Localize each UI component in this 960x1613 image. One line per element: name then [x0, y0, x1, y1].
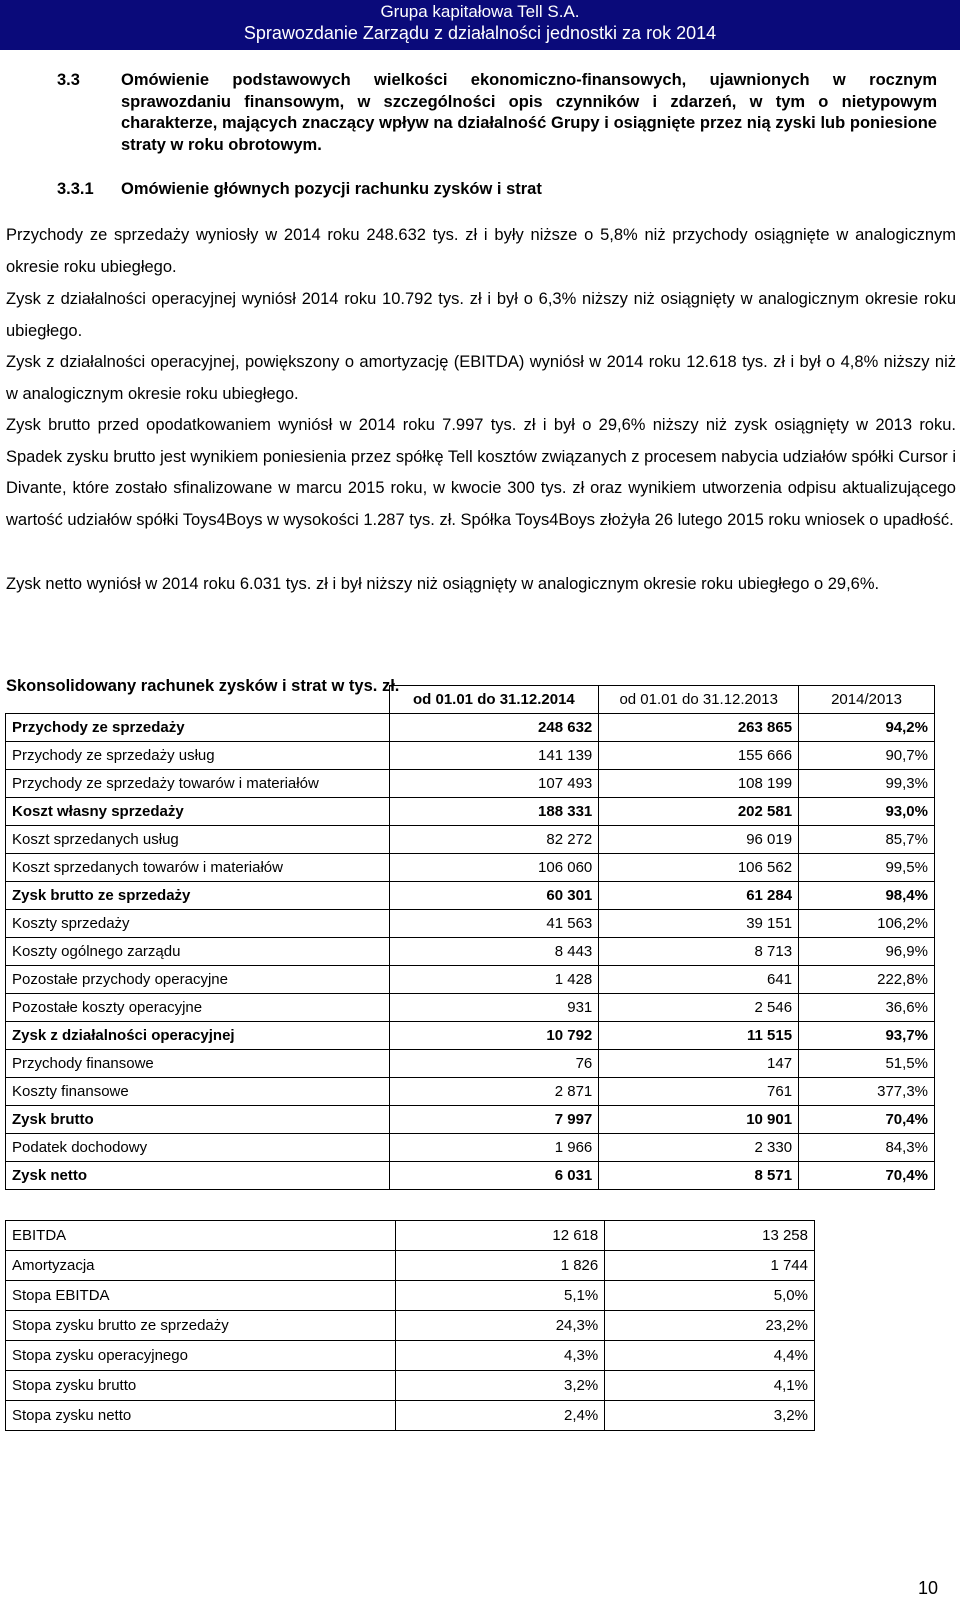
value-2014: 8 443	[389, 938, 599, 966]
value-2014: 10 792	[389, 1022, 599, 1050]
value-2014: 60 301	[389, 882, 599, 910]
value-2014: 141 139	[389, 742, 599, 770]
value-2014: 3,2%	[395, 1371, 605, 1401]
value-2014: 2 871	[389, 1078, 599, 1106]
value-2014: 107 493	[389, 770, 599, 798]
table-row	[6, 1221, 815, 1251]
ratio-value: 85,7%	[799, 826, 935, 854]
value-2014: 106 060	[389, 854, 599, 882]
ratio-value: 93,7%	[799, 1022, 935, 1050]
ratio-value: 96,9%	[799, 938, 935, 966]
value-2013: 1 744	[605, 1251, 815, 1281]
value-2014: 188 331	[389, 798, 599, 826]
row-label: Zysk brutto ze sprzedaży	[6, 882, 390, 910]
value-2013: 202 581	[599, 798, 799, 826]
row-label: Koszt sprzedanych usług	[6, 826, 390, 854]
value-2013: 106 562	[599, 854, 799, 882]
table-row	[6, 966, 935, 994]
paragraph-operating-profit: Zysk z działalności operacyjnej wyniósł 2014 roku 10.792 tys. zł i był o 6,3% niższy niż osiągnięty w analogicznym okresie roku ubiegłego.	[6, 290, 956, 340]
table-row	[6, 798, 935, 826]
value-2013: 10 901	[599, 1106, 799, 1134]
paragraph-ebitda: Zysk z działalności operacyjnej, powiększony o amortyzację (EBITDA) wyniósł w 2014 roku 12.618 tys. zł i był o 4,8% niższy niż w analogicznym okresie roku ubiegłego.	[6, 353, 956, 403]
table-row	[6, 1162, 935, 1190]
row-label: Przychody ze sprzedaży towarów i materiałów	[6, 770, 390, 798]
header-report-title: Sprawozdanie Zarządu z działalności jednostki za rok 2014	[243, 23, 717, 43]
row-label: Przychody ze sprzedaży usług	[6, 742, 390, 770]
page-number: 10	[917, 1578, 938, 1598]
paragraph-net-profit: Zysk netto wyniósł w 2014 roku 6.031 tys. zł i był niższy niż osiągnięty w analogicznym okresie roku ubiegłego o 29,6%.	[6, 575, 880, 593]
ratio-value: 106,2%	[799, 910, 935, 938]
paragraph-revenue: Przychody ze sprzedaży wyniosły w 2014 roku 248.632 tys. zł i były niższe o 5,8% niż przychody osiągnięte w analogicznym okresie roku ubiegłego.	[6, 226, 956, 276]
row-label: Stopa zysku brutto ze sprzedaży	[6, 1311, 396, 1341]
table-row	[6, 1311, 815, 1341]
row-label: Koszty ogólnego zarządu	[6, 938, 390, 966]
ratio-value: 222,8%	[799, 966, 935, 994]
value-2014: 931	[389, 994, 599, 1022]
value-2014: 76	[389, 1050, 599, 1078]
row-label: Pozostałe przychody operacyjne	[6, 966, 390, 994]
row-label: Koszty sprzedaży	[6, 910, 390, 938]
table-row	[6, 938, 935, 966]
subsection-number: 3.3.1	[57, 180, 94, 198]
value-2014: 6 031	[389, 1162, 599, 1190]
value-2013: 3,2%	[605, 1401, 815, 1431]
value-2014: 1 966	[389, 1134, 599, 1162]
row-label: Amortyzacja	[6, 1251, 396, 1281]
value-2013: 263 865	[599, 714, 799, 742]
value-2014: 4,3%	[395, 1341, 605, 1371]
value-2014: 7 997	[389, 1106, 599, 1134]
value-2014: 1 428	[389, 966, 599, 994]
value-2013: 13 258	[605, 1221, 815, 1251]
value-2013: 147	[599, 1050, 799, 1078]
table-row	[6, 1078, 935, 1106]
paragraph-gross-profit: Zysk brutto przed opodatkowaniem wyniósł w 2014 roku 7.997 tys. zł i był o 29,6% niższy niż zysk osiągnięty w 2013 roku. Spadek zysku brutto jest wynikiem poniesienia przez spółkę Tell kosztów związanych z procesem nabycia udziałów spółki Cursor i Divante, które zostało sfinalizowane w marcu 2015 roku, w kwocie 300 tys. zł oraz wynikiem utworzenia odpisu aktualizującego wartość udziałów spółki Toys4Boys w wysokości 1.287 tys. zł. Spółka Toys4Boys złożyła 26 lutego 2015 roku wniosek o upadłość.	[6, 416, 956, 529]
ebitda-table	[5, 1220, 815, 1431]
value-2013: 39 151	[599, 910, 799, 938]
row-label: Zysk z działalności operacyjnej	[6, 1022, 390, 1050]
value-2014: 82 272	[389, 826, 599, 854]
ratio-value: 90,7%	[799, 742, 935, 770]
value-2013: 641	[599, 966, 799, 994]
table-row	[6, 854, 935, 882]
ratio-value: 98,4%	[799, 882, 935, 910]
value-2013: 23,2%	[605, 1311, 815, 1341]
ratio-value: 377,3%	[799, 1078, 935, 1106]
ratio-value: 70,4%	[799, 1106, 935, 1134]
value-2013: 5,0%	[605, 1281, 815, 1311]
ratio-value: 93,0%	[799, 798, 935, 826]
row-label: Koszty finansowe	[6, 1078, 390, 1106]
table-row	[6, 1106, 935, 1134]
income-table-header-row	[6, 686, 935, 714]
income-table-title: Skonsolidowany rachunek zysków i strat w tys. zł.	[6, 677, 400, 695]
value-2013: 4,1%	[605, 1371, 815, 1401]
value-2013: 8 571	[599, 1162, 799, 1190]
header-period-2014: od 01.01 do 31.12.2014	[389, 686, 599, 714]
ratio-value: 94,2%	[799, 714, 935, 742]
value-2013: 108 199	[599, 770, 799, 798]
section-heading	[57, 70, 937, 156]
ratio-value: 99,3%	[799, 770, 935, 798]
table-row	[6, 826, 935, 854]
value-2013: 61 284	[599, 882, 799, 910]
row-label: EBITDA	[6, 1221, 396, 1251]
ratio-value: 70,4%	[799, 1162, 935, 1190]
header-ratio: 2014/2013	[799, 686, 935, 714]
income-statement-table	[5, 685, 935, 1190]
table-row	[6, 1371, 815, 1401]
subsection-title: Omówienie głównych pozycji rachunku zysków i strat	[121, 180, 542, 198]
section-number: 3.3	[57, 71, 80, 89]
section-title: Omówienie podstawowych wielkości ekonomiczno-finansowych, ujawnionych w rocznym sprawozdaniu finansowym, w szczególności opis czynników i zdarzeń, w tym o nietypowym charakterze, mających znaczący wpływ na działalność Grupy i osiągnięte przez nią zyski lub poniesione straty w roku obrotowym.	[121, 71, 937, 154]
row-label: Stopa zysku netto	[6, 1401, 396, 1431]
table-row	[6, 1281, 815, 1311]
row-label: Zysk netto	[6, 1162, 390, 1190]
row-label: Podatek dochodowy	[6, 1134, 390, 1162]
row-label: Koszt sprzedanych towarów i materiałów	[6, 854, 390, 882]
document-header	[0, 0, 960, 50]
row-label: Pozostałe koszty operacyjne	[6, 994, 390, 1022]
value-2013: 2 330	[599, 1134, 799, 1162]
table-row	[6, 994, 935, 1022]
value-2013: 2 546	[599, 994, 799, 1022]
header-blank-cell	[6, 686, 390, 714]
ratio-value: 51,5%	[799, 1050, 935, 1078]
subsection-heading	[57, 180, 542, 199]
table-row	[6, 910, 935, 938]
row-label: Przychody finansowe	[6, 1050, 390, 1078]
table-row	[6, 1134, 935, 1162]
table-row	[6, 1050, 935, 1078]
ratio-value: 84,3%	[799, 1134, 935, 1162]
value-2014: 24,3%	[395, 1311, 605, 1341]
value-2014: 5,1%	[395, 1281, 605, 1311]
table-row	[6, 1341, 815, 1371]
value-2013: 155 666	[599, 742, 799, 770]
ratio-value: 36,6%	[799, 994, 935, 1022]
header-company: Grupa kapitałowa Tell S.A.	[380, 2, 580, 21]
row-label: Stopa zysku operacyjnego	[6, 1341, 396, 1371]
table-row	[6, 742, 935, 770]
row-label: Stopa EBITDA	[6, 1281, 396, 1311]
value-2013: 96 019	[599, 826, 799, 854]
table-row	[6, 1401, 815, 1431]
table-row	[6, 882, 935, 910]
value-2014: 12 618	[395, 1221, 605, 1251]
value-2013: 4,4%	[605, 1341, 815, 1371]
row-label: Zysk brutto	[6, 1106, 390, 1134]
table-row	[6, 714, 935, 742]
value-2013: 761	[599, 1078, 799, 1106]
table-row	[6, 1022, 935, 1050]
row-label: Koszt własny sprzedaży	[6, 798, 390, 826]
row-label: Przychody ze sprzedaży	[6, 714, 390, 742]
header-period-2013: od 01.01 do 31.12.2013	[599, 686, 799, 714]
value-2013: 8 713	[599, 938, 799, 966]
value-2014: 41 563	[389, 910, 599, 938]
ratio-value: 99,5%	[799, 854, 935, 882]
value-2014: 248 632	[389, 714, 599, 742]
table-row	[6, 1251, 815, 1281]
value-2013: 11 515	[599, 1022, 799, 1050]
value-2014: 1 826	[395, 1251, 605, 1281]
row-label: Stopa zysku brutto	[6, 1371, 396, 1401]
value-2014: 2,4%	[395, 1401, 605, 1431]
table-row	[6, 770, 935, 798]
